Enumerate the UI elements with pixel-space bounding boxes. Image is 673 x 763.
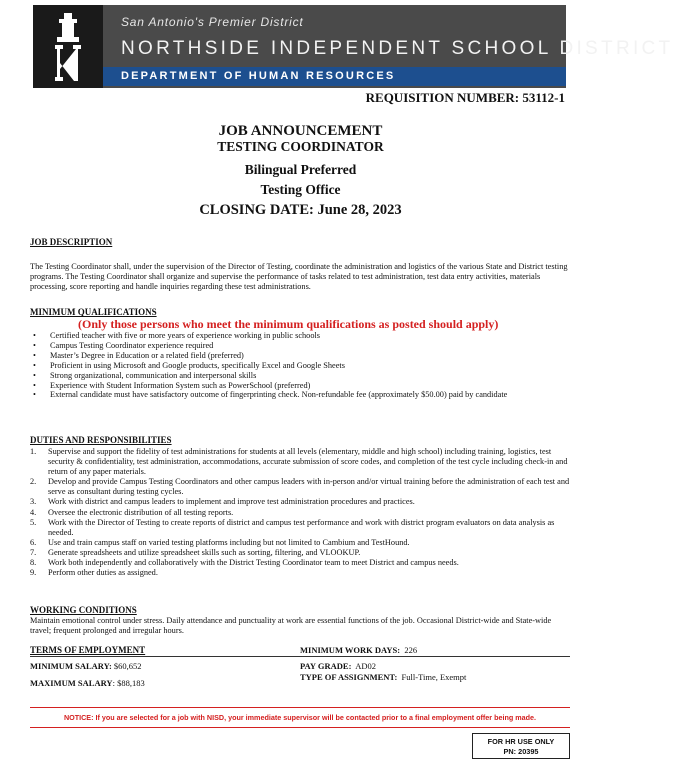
closing-date: CLOSING DATE: June 28, 2023 [199,202,402,218]
announcement-title: JOB ANNOUNCEMENT [218,123,383,139]
district-banner [33,5,673,88]
pay-grade-label: PAY GRADE: [300,661,352,671]
max-salary [30,678,145,688]
list-item [30,518,570,538]
position-title: TESTING COORDINATOR [217,139,384,154]
duties-title: DUTIES AND RESPONSIBILITIES [30,435,172,445]
list-text: Oversee the electronic distribution of all testing reports. [48,507,234,517]
list-number: 4. [30,507,37,517]
list-item [30,447,570,477]
max-salary-value: : $88,183 [112,678,145,688]
list-text: Supervise and support the fidelity of test administrations for students at all levels (elementary, middle and high school) including training, logistics, test security & confidentiality, test administration, accommodations, accurate submission of score codes, and completion of the test cycle including check-in and return of any paper materials. [48,447,568,477]
list-item: • Master’s Degree in Education or a related field (preferred) [30,351,570,361]
qualifications-title: MINIMUM QUALIFICATIONS [30,307,157,317]
list-number: 2. [30,477,37,487]
min-salary-value: $60,652 [113,661,142,671]
list-item [30,497,570,507]
pay-grade [300,661,376,671]
office-name: Testing Office [260,182,341,197]
qualifications-list [30,331,570,400]
list-item: • Strong organizational, communication and interpersonal skills [30,371,570,381]
hr-use-box [472,733,570,759]
working-conditions-text: Maintain emotional control under stress. Daily attendance and punctuality at work are essential functions of the job. Occasional District-wide and State-wide travel; frequent prolonged and irregular hours. [30,616,552,636]
terms-title: TERMS OF EMPLOYMENT [30,645,146,655]
list-item: • External candidate must have satisfactory outcome of fingerprinting check. Non-refundable fee (approximately $50.00) paid by candidate [30,390,570,400]
qualifications-warning: (Only those persons who meet the minimum qualifications as posted should apply) [78,317,499,331]
list-number: 1. [30,447,37,456]
department-bar [103,67,566,86]
job-description-text: The Testing Coordinator shall, under the supervision of the Director of Testing, coordinate the administration and logistics of the various State and District testing programs. The Testing Coordinator shall organize and supervise the performance of tasks related to test administration, test data entry activities, materials processing, score reporting and handle inquiries regarding these test administrations. [30,262,568,292]
list-number: 9. [30,568,37,578]
notice-divider-top [30,707,570,708]
list-item: • Experience with Student Information System such as PowerSchool (preferred) [30,381,570,391]
requisition-number: REQUISITION NUMBER: 53112-1 [365,90,565,105]
min-work-days [300,645,417,655]
list-text: Work with the Director of Testing to create reports of district and campus test performance and work with district program evaluators on data analysis as needed. [48,517,555,537]
pay-grade-value: AD02 [355,661,376,671]
list-number: 3. [30,497,37,507]
department-name: DEPARTMENT OF HUMAN RESOURCES [121,70,396,82]
assignment-type [300,672,466,682]
list-text: Perform other duties as assigned. [48,568,158,578]
hr-use-label: FOR HR USE ONLY [487,737,555,746]
terms-divider [30,656,570,657]
list-text: Generate spreadsheets and utilize spreadsheet skills such as sorting, filtering, and VLOOKUP. [48,547,361,557]
max-salary-label: MAXIMUM SALARY [30,678,113,688]
list-text: Work both independently and collaboratively with the District Testing Coordinator team to meet District and campus needs. [48,558,459,568]
list-text: Use and train campus staff on varied testing platforms including but not limited to Cambium and TestHound. [48,537,410,547]
list-item: • Certified teacher with five or more years of experience working in public schools [30,331,570,341]
list-text: Develop and provide Campus Testing Coordinators and other campus leaders with in-person and/or virtual training before the administration of each test and serve as consultant during testing cycles. [48,477,570,497]
job-description-title: JOB DESCRIPTION [30,237,113,247]
assignment-label: TYPE OF ASSIGNMENT: [300,672,398,682]
language-preference: Bilingual Preferred [244,162,357,177]
list-item [30,548,570,558]
district-name: NORTHSIDE INDEPENDENT SCHOOL DISTRICT [121,38,673,59]
list-number: 5. [30,517,37,527]
working-conditions-title: WORKING CONDITIONS [30,605,137,615]
list-item [30,568,570,578]
assignment-value: Full-Time, Exempt [401,672,467,682]
min-salary [30,661,142,671]
list-item: • Campus Testing Coordinator experience required [30,341,570,351]
nisd-logo-icon [33,5,103,88]
min-work-days-label: MINIMUM WORK DAYS: [300,645,401,655]
list-item [30,508,570,518]
notice-divider-bottom [30,727,570,728]
list-number: 7. [30,547,37,557]
duties-list [30,447,570,578]
list-item [30,477,570,497]
min-work-days-value: 226 [404,645,418,655]
position-number: PN: 20395 [503,747,539,756]
list-number: 8. [30,558,37,568]
district-tagline: San Antonio's Premier District [121,15,304,29]
list-item [30,558,570,568]
min-salary-label: MINIMUM SALARY: [30,661,112,671]
list-item: • Proficient in using Microsoft and Google products, specifically Excel and Google Sheets [30,361,570,371]
list-number: 6. [30,537,37,547]
list-text: Work with district and campus leaders to implement and improve test administration procedures and practices. [48,497,415,507]
notice-text: NOTICE: If you are selected for a job with NISD, your immediate supervisor will be contacted prior to a final employment offer being made. [63,713,537,722]
list-item [30,538,570,548]
